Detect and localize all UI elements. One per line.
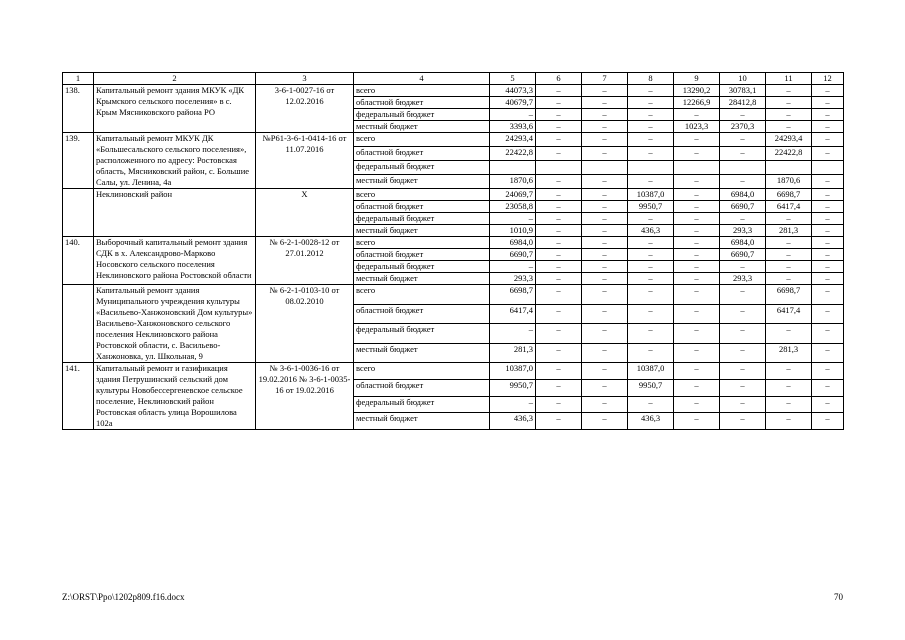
- funding-source: местный бюджет: [354, 413, 490, 430]
- amount-cell: 40679,7: [490, 97, 536, 109]
- amount-cell: –: [536, 133, 582, 147]
- funding-source: всего: [354, 85, 490, 97]
- amount-cell: –: [536, 237, 582, 249]
- column-number: 9: [674, 73, 720, 85]
- amount-cell: –: [582, 379, 628, 396]
- amount-cell: –: [582, 85, 628, 97]
- amount-cell: –: [628, 147, 674, 161]
- amount-cell: 293,3: [720, 225, 766, 237]
- amount-cell: –: [582, 225, 628, 237]
- amount-cell: –: [582, 237, 628, 249]
- amount-cell: –: [582, 363, 628, 380]
- amount-cell: –: [582, 213, 628, 225]
- header-row: [63, 73, 844, 85]
- amount-cell: –: [628, 237, 674, 249]
- amount-cell: –: [766, 109, 812, 121]
- funding-source: всего: [354, 363, 490, 380]
- funding-source: федеральный бюджет: [354, 324, 490, 344]
- amount-cell: –: [536, 201, 582, 213]
- column-number: 8: [628, 73, 674, 85]
- amount-cell: –: [536, 225, 582, 237]
- amount-cell: 2370,3: [720, 121, 766, 133]
- amount-cell: 6698,7: [766, 285, 812, 305]
- column-number: 11: [766, 73, 812, 85]
- table-row: [63, 189, 844, 201]
- amount-cell: –: [674, 413, 720, 430]
- amount-cell: –: [674, 324, 720, 344]
- amount-cell: [536, 161, 582, 175]
- table-row: [63, 85, 844, 97]
- amount-cell: –: [536, 121, 582, 133]
- document-ref: № 6-2-1-0028-12 от 27.01.2012: [256, 237, 354, 285]
- amount-cell: –: [720, 285, 766, 305]
- amount-cell: –: [582, 396, 628, 413]
- amount-cell: –: [812, 304, 844, 324]
- document-ref: № 6-2-1-0103-10 от 08.02.2010: [256, 285, 354, 363]
- column-number: 7: [582, 73, 628, 85]
- funding-source: местный бюджет: [354, 121, 490, 133]
- amount-cell: 22422,8: [766, 147, 812, 161]
- column-number: 6: [536, 73, 582, 85]
- amount-cell: –: [582, 261, 628, 273]
- funding-source: местный бюджет: [354, 175, 490, 189]
- amount-cell: [720, 161, 766, 175]
- amount-cell: –: [536, 343, 582, 363]
- amount-cell: –: [536, 213, 582, 225]
- amount-cell: 44073,3: [490, 85, 536, 97]
- amount-cell: –: [536, 97, 582, 109]
- amount-cell: –: [628, 304, 674, 324]
- amount-cell: –: [674, 363, 720, 380]
- amount-cell: –: [812, 85, 844, 97]
- amount-cell: 436,3: [490, 413, 536, 430]
- amount-cell: –: [812, 285, 844, 305]
- amount-cell: –: [812, 97, 844, 109]
- item-number: [63, 189, 94, 237]
- amount-cell: –: [720, 363, 766, 380]
- amount-cell: –: [674, 237, 720, 249]
- amount-cell: 22422,8: [490, 147, 536, 161]
- amount-cell: –: [628, 396, 674, 413]
- amount-cell: –: [674, 261, 720, 273]
- amount-cell: 6690,7: [720, 249, 766, 261]
- amount-cell: –: [674, 396, 720, 413]
- amount-cell: –: [628, 121, 674, 133]
- amount-cell: –: [674, 225, 720, 237]
- amount-cell: –: [720, 379, 766, 396]
- amount-cell: 13290,2: [674, 85, 720, 97]
- amount-cell: –: [766, 261, 812, 273]
- amount-cell: –: [720, 109, 766, 121]
- amount-cell: 10387,0: [628, 363, 674, 380]
- amount-cell: –: [536, 109, 582, 121]
- funding-source: областной бюджет: [354, 97, 490, 109]
- table-row: [63, 363, 844, 380]
- amount-cell: –: [582, 413, 628, 430]
- column-number: 2: [94, 73, 256, 85]
- amount-cell: –: [536, 189, 582, 201]
- amount-cell: –: [674, 201, 720, 213]
- object-name: Капитальный ремонт здания Муниципального учреждения культуры «Васильево-Ханжоновский Дом культуры» Васильево-Ханжоновского сельского поселения Неклиновского района Ростовской области, с. Васильево-Ханжоновка, ул. Школьная, 9: [94, 285, 256, 363]
- amount-cell: –: [812, 133, 844, 147]
- amount-cell: –: [628, 133, 674, 147]
- amount-cell: –: [490, 109, 536, 121]
- amount-cell: 6984,0: [490, 237, 536, 249]
- amount-cell: –: [674, 379, 720, 396]
- amount-cell: [812, 161, 844, 175]
- amount-cell: –: [812, 213, 844, 225]
- amount-cell: –: [812, 363, 844, 380]
- amount-cell: 6698,7: [490, 285, 536, 305]
- amount-cell: –: [812, 189, 844, 201]
- amount-cell: –: [536, 261, 582, 273]
- amount-cell: –: [812, 249, 844, 261]
- amount-cell: –: [766, 413, 812, 430]
- amount-cell: –: [766, 379, 812, 396]
- amount-cell: –: [628, 175, 674, 189]
- object-name: Капитальный ремонт и газификация здания Петрушинский сельский дом культуры Новобессергеневское сельское поселение, Неклиновский район Ростовская область улица Ворошилова 102а: [94, 363, 256, 430]
- amount-cell: –: [536, 285, 582, 305]
- amount-cell: –: [766, 249, 812, 261]
- amount-cell: 28412,8: [720, 97, 766, 109]
- column-number: 4: [354, 73, 490, 85]
- amount-cell: –: [536, 324, 582, 344]
- document-ref: 3-6-1-0027-16 от 12.02.2016: [256, 85, 354, 133]
- amount-cell: –: [674, 285, 720, 305]
- object-name: Капитальный ремонт здания МКУК «ДК Крымского сельского поселения» в с. Крым Мясниковского района РО: [94, 85, 256, 133]
- funding-source: всего: [354, 237, 490, 249]
- funding-source: местный бюджет: [354, 273, 490, 285]
- item-number: 141.: [63, 363, 94, 430]
- funding-source: областной бюджет: [354, 201, 490, 213]
- amount-cell: –: [812, 201, 844, 213]
- amount-cell: –: [536, 363, 582, 380]
- amount-cell: 24069,7: [490, 189, 536, 201]
- amount-cell: –: [628, 213, 674, 225]
- amount-cell: 6417,4: [766, 201, 812, 213]
- amount-cell: 6417,4: [490, 304, 536, 324]
- amount-cell: 9950,7: [628, 379, 674, 396]
- amount-cell: –: [674, 109, 720, 121]
- amount-cell: [674, 161, 720, 175]
- amount-cell: –: [628, 249, 674, 261]
- amount-cell: –: [536, 396, 582, 413]
- amount-cell: 281,3: [490, 343, 536, 363]
- column-number: 12: [812, 73, 844, 85]
- amount-cell: –: [674, 147, 720, 161]
- amount-cell: 6698,7: [766, 189, 812, 201]
- funding-source: всего: [354, 189, 490, 201]
- amount-cell: 1023,3: [674, 121, 720, 133]
- amount-cell: –: [628, 343, 674, 363]
- funding-source: федеральный бюджет: [354, 396, 490, 413]
- amount-cell: 436,3: [628, 225, 674, 237]
- amount-cell: –: [582, 133, 628, 147]
- amount-cell: 6417,4: [766, 304, 812, 324]
- amount-cell: –: [490, 396, 536, 413]
- amount-cell: –: [582, 147, 628, 161]
- amount-cell: –: [582, 304, 628, 324]
- amount-cell: 3393,6: [490, 121, 536, 133]
- amount-cell: 10387,0: [490, 363, 536, 380]
- amount-cell: 293,3: [490, 273, 536, 285]
- amount-cell: [490, 161, 536, 175]
- item-number: 138.: [63, 85, 94, 133]
- amount-cell: –: [674, 213, 720, 225]
- amount-cell: –: [812, 225, 844, 237]
- item-number: 140.: [63, 237, 94, 285]
- amount-cell: –: [766, 273, 812, 285]
- amount-cell: –: [628, 273, 674, 285]
- amount-cell: –: [582, 201, 628, 213]
- amount-cell: 436,3: [628, 413, 674, 430]
- funding-source: федеральный бюджет: [354, 261, 490, 273]
- funding-source: всего: [354, 133, 490, 147]
- amount-cell: –: [812, 343, 844, 363]
- amount-cell: 23058,8: [490, 201, 536, 213]
- amount-cell: –: [812, 261, 844, 273]
- amount-cell: 6690,7: [490, 249, 536, 261]
- funding-source: всего: [354, 285, 490, 305]
- funding-source: областной бюджет: [354, 249, 490, 261]
- funding-source: областной бюджет: [354, 379, 490, 396]
- amount-cell: –: [582, 324, 628, 344]
- funding-source: федеральный бюджет: [354, 213, 490, 225]
- amount-cell: –: [582, 249, 628, 261]
- amount-cell: –: [812, 413, 844, 430]
- amount-cell: –: [536, 413, 582, 430]
- amount-cell: –: [582, 273, 628, 285]
- amount-cell: 1010,9: [490, 225, 536, 237]
- amount-cell: –: [490, 324, 536, 344]
- amount-cell: –: [674, 189, 720, 201]
- amount-cell: 1870,6: [766, 175, 812, 189]
- amount-cell: –: [582, 285, 628, 305]
- amount-cell: 281,3: [766, 343, 812, 363]
- object-name: Капитальный ремонт МКУК ДК «Большесальского сельского поселения», расположенного по адресу: Ростовская область, Мясниковский район, с. Большие Салы, ул. Ленина, 4а: [94, 133, 256, 189]
- amount-cell: 6984,0: [720, 237, 766, 249]
- funding-source: местный бюджет: [354, 225, 490, 237]
- amount-cell: –: [536, 147, 582, 161]
- amount-cell: –: [720, 213, 766, 225]
- amount-cell: –: [720, 343, 766, 363]
- amount-cell: –: [766, 363, 812, 380]
- amount-cell: –: [720, 396, 766, 413]
- column-number: 10: [720, 73, 766, 85]
- amount-cell: 281,3: [766, 225, 812, 237]
- amount-cell: –: [628, 109, 674, 121]
- amount-cell: –: [582, 97, 628, 109]
- amount-cell: –: [766, 213, 812, 225]
- amount-cell: –: [628, 324, 674, 344]
- amount-cell: –: [720, 324, 766, 344]
- amount-cell: –: [536, 249, 582, 261]
- amount-cell: –: [582, 175, 628, 189]
- amount-cell: –: [766, 97, 812, 109]
- amount-cell: –: [536, 85, 582, 97]
- amount-cell: –: [674, 133, 720, 147]
- budget-table: [62, 72, 844, 430]
- amount-cell: –: [766, 396, 812, 413]
- item-number: 139.: [63, 133, 94, 189]
- amount-cell: 24293,4: [766, 133, 812, 147]
- amount-cell: –: [490, 261, 536, 273]
- amount-cell: –: [582, 121, 628, 133]
- funding-source: областной бюджет: [354, 304, 490, 324]
- amount-cell: –: [628, 261, 674, 273]
- amount-cell: –: [536, 273, 582, 285]
- amount-cell: –: [766, 237, 812, 249]
- amount-cell: [628, 161, 674, 175]
- column-number: 1: [63, 73, 94, 85]
- amount-cell: 30783,1: [720, 85, 766, 97]
- amount-cell: –: [674, 249, 720, 261]
- amount-cell: –: [674, 273, 720, 285]
- amount-cell: –: [628, 85, 674, 97]
- amount-cell: –: [582, 343, 628, 363]
- amount-cell: –: [628, 285, 674, 305]
- amount-cell: [766, 161, 812, 175]
- funding-source: федеральный бюджет: [354, 161, 490, 175]
- funding-source: местный бюджет: [354, 343, 490, 363]
- amount-cell: –: [812, 379, 844, 396]
- amount-cell: –: [536, 175, 582, 189]
- funding-source: областной бюджет: [354, 147, 490, 161]
- amount-cell: 12266,9: [674, 97, 720, 109]
- item-number: [63, 285, 94, 363]
- amount-cell: 293,3: [720, 273, 766, 285]
- amount-cell: 6984,0: [720, 189, 766, 201]
- amount-cell: –: [536, 304, 582, 324]
- object-name: Неклиновский район: [94, 189, 256, 237]
- amount-cell: –: [720, 261, 766, 273]
- table-row: [63, 237, 844, 249]
- page-number: 70: [834, 592, 843, 602]
- amount-cell: –: [536, 379, 582, 396]
- document-ref: X: [256, 189, 354, 237]
- column-number: 3: [256, 73, 354, 85]
- amount-cell: 6690,7: [720, 201, 766, 213]
- amount-cell: 9950,7: [628, 201, 674, 213]
- amount-cell: –: [628, 97, 674, 109]
- amount-cell: –: [674, 175, 720, 189]
- footer-file-path: Z:\ORST\Ppo\1202p809.f16.docx: [62, 592, 185, 602]
- amount-cell: –: [720, 304, 766, 324]
- funding-source: федеральный бюджет: [354, 109, 490, 121]
- amount-cell: –: [812, 147, 844, 161]
- amount-cell: –: [720, 413, 766, 430]
- amount-cell: –: [766, 85, 812, 97]
- amount-cell: –: [766, 324, 812, 344]
- amount-cell: –: [674, 304, 720, 324]
- table-row: [63, 133, 844, 147]
- amount-cell: –: [720, 133, 766, 147]
- amount-cell: –: [582, 109, 628, 121]
- amount-cell: –: [582, 189, 628, 201]
- document-ref: № 3-6-1-0036-16 от 19.02.2016 № 3-6-1-0035-16 от 19.02.2016: [256, 363, 354, 430]
- amount-cell: –: [812, 121, 844, 133]
- amount-cell: –: [812, 237, 844, 249]
- amount-cell: 10387,0: [628, 189, 674, 201]
- amount-cell: 24293,4: [490, 133, 536, 147]
- document-ref: №Р61-3-6-1-0414-16 от 11.07.2016: [256, 133, 354, 189]
- table-row: [63, 285, 844, 305]
- amount-cell: –: [812, 175, 844, 189]
- amount-cell: –: [490, 213, 536, 225]
- amount-cell: –: [720, 175, 766, 189]
- amount-cell: [582, 161, 628, 175]
- amount-cell: –: [766, 121, 812, 133]
- amount-cell: 9950,7: [490, 379, 536, 396]
- amount-cell: –: [812, 324, 844, 344]
- object-name: Выборочный капитальный ремонт здания СДК в х. Александрово-Марково Носовского сельского поселения Неклиновского района Ростовской области: [94, 237, 256, 285]
- amount-cell: –: [720, 147, 766, 161]
- amount-cell: –: [812, 396, 844, 413]
- amount-cell: 1870,6: [490, 175, 536, 189]
- column-number: 5: [490, 73, 536, 85]
- amount-cell: –: [812, 109, 844, 121]
- amount-cell: –: [674, 343, 720, 363]
- amount-cell: –: [812, 273, 844, 285]
